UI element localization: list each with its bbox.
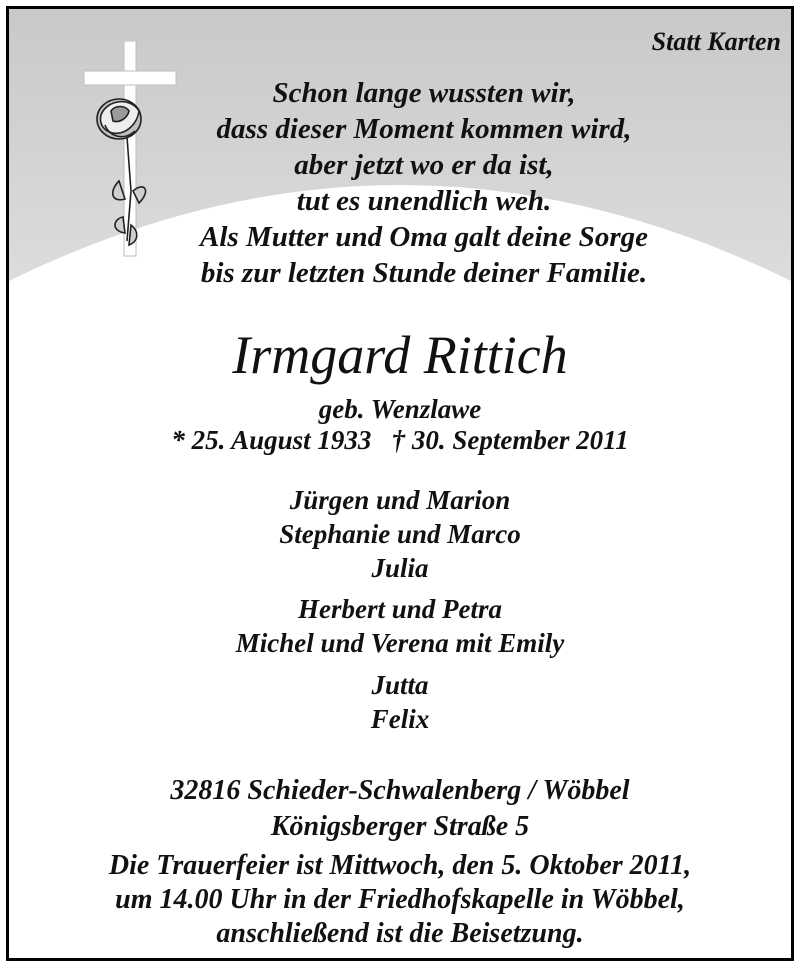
service-line: um 14.00 Uhr in der Friedhofskapelle in Wöbbel, (115, 884, 685, 915)
mourner-line: Jürgen und Marion (289, 485, 511, 515)
mourner-line: Herbert und Petra (297, 594, 502, 624)
funeral-service-info (9, 849, 791, 951)
service-line: anschließend ist die Beisetzung. (216, 918, 584, 949)
deceased-name: Irmgard Rittich (232, 325, 568, 385)
statt-karten-label: Statt Karten (651, 27, 781, 56)
mourner-line: Stephanie und Marco (279, 519, 521, 549)
service-line: Die Trauerfeier ist Mittwoch, den 5. Oktober 2011, (108, 850, 692, 881)
address-line: Königsberger Straße 5 (270, 811, 530, 842)
poem-line: bis zur letzten Stunde deiner Familie. (200, 257, 648, 289)
address-line: 32816 Schieder-Schwalenberg / Wöbbel (170, 775, 630, 806)
poem-line: aber jetzt wo er da ist, (294, 149, 554, 181)
mourner-line: Felix (370, 704, 430, 734)
life-dates: * 25. August 1933 † 30. September 2011 (171, 425, 629, 455)
mourners-group-1 (9, 483, 791, 585)
birth-name: geb. Wenzlawe (318, 394, 482, 424)
mourner-line: Michel und Verena mit Emily (235, 628, 565, 658)
address (9, 773, 791, 845)
poem-line: dass dieser Moment kommen wird, (216, 113, 632, 145)
poem-line: Schon lange wussten wir, (272, 77, 576, 109)
obituary-card (6, 6, 794, 961)
mourners-group-2 (9, 592, 791, 660)
poem (139, 75, 709, 291)
poem-line: Als Mutter und Oma galt deine Sorge (200, 221, 648, 253)
mourners-group-3 (9, 668, 791, 736)
poem-line: tut es unendlich weh. (296, 185, 552, 217)
mourner-line: Julia (371, 553, 429, 583)
mourner-line: Jutta (371, 670, 429, 700)
